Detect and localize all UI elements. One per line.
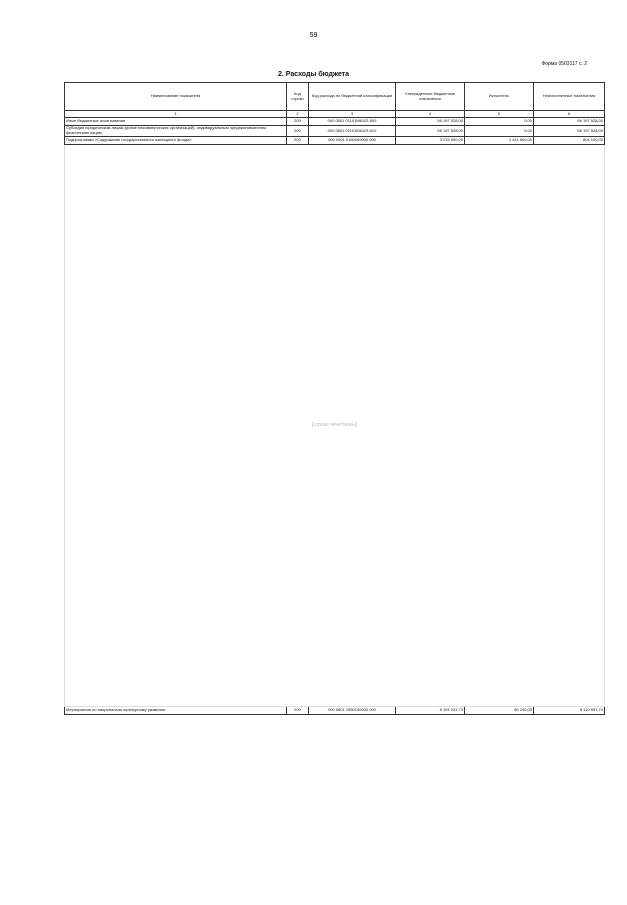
header-name: Наименование показателя	[65, 83, 287, 111]
expenditures-table	[64, 82, 605, 715]
row-executed: 80 240,00	[465, 707, 534, 715]
row-approved: 3 215 900,00	[396, 136, 465, 144]
page-number: 59	[309, 32, 318, 39]
row-classification-code: 000 0801 1550100000 000	[309, 707, 396, 715]
row-line-code: 200	[287, 117, 309, 125]
row-executed: 0,00	[465, 117, 534, 125]
row-name: Мероприятия по национально-культурному развитию	[65, 707, 287, 715]
table-row	[65, 707, 605, 715]
column-number: 2	[287, 111, 309, 118]
section-title: 2. Расходы бюджета	[278, 71, 349, 78]
table-row	[65, 117, 605, 125]
row-name: Субсидии юридическим лицам (кроме некоммерческих организаций), индивидуальным предпринимателям, физическим лицам	[65, 125, 287, 136]
row-name: Подпрограмма «Содержание государственного жилищного фонда»	[65, 136, 287, 144]
header-executed: Исполнено	[465, 83, 534, 111]
row-approved: 56 197 528,00	[396, 125, 465, 136]
row-approved: 56 197 528,00	[396, 117, 465, 125]
row-classification-code: 000 0501 01101M6103 800	[309, 117, 396, 125]
header-classification-code: Код расхода по бюджетной классификации	[309, 83, 396, 111]
row-line-code: 200	[287, 125, 309, 136]
header-approved: Утвержденные бюджетные назначения	[396, 83, 465, 111]
table-header-row	[65, 83, 605, 111]
row-approved: 8 191 231,74	[396, 707, 465, 715]
row-executed: 0,00	[465, 125, 534, 136]
row-remaining: 8 110 991,74	[534, 707, 605, 715]
header-line-code: Код строки	[287, 83, 309, 111]
row-executed: 2 411 800,00	[465, 136, 534, 144]
column-number: 1	[65, 111, 287, 118]
table-row	[65, 125, 605, 136]
table-row	[65, 136, 605, 144]
row-classification-code: 000 0501 01101M6103 810	[309, 125, 396, 136]
illegible-rows-placeholder	[65, 145, 605, 707]
row-remaining: 56 197 528,00	[534, 125, 605, 136]
row-name: Иные бюджетные ассигнования	[65, 117, 287, 125]
column-number: 3	[309, 111, 396, 118]
row-line-code: 200	[287, 136, 309, 144]
column-number: 6	[534, 111, 605, 118]
form-code: Форма 0503117 с. 2	[541, 61, 587, 67]
column-number: 5	[465, 111, 534, 118]
header-remaining: Неисполненные назначения	[534, 83, 605, 111]
row-line-code: 200	[287, 707, 309, 715]
row-remaining: 56 197 528,00	[534, 117, 605, 125]
column-number: 4	[396, 111, 465, 118]
illegible-note: [строки нечитаемы]	[65, 145, 605, 707]
row-classification-code: 000 0501 0160000000 000	[309, 136, 396, 144]
row-remaining: 804 100,00	[534, 136, 605, 144]
column-number-row	[65, 111, 605, 118]
